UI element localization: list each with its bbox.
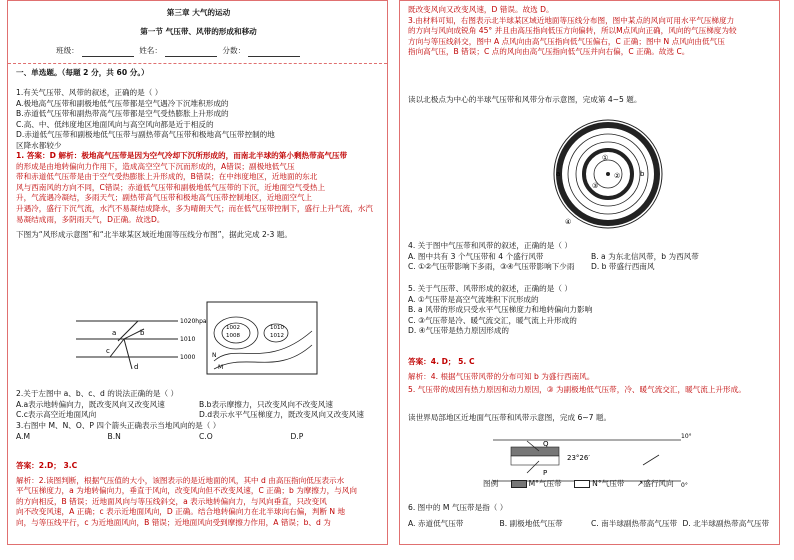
name-label: 姓名： [139,46,162,55]
label-4: ④ [565,218,572,226]
option: 区降水都较少 [16,140,62,150]
figure-legend [483,479,674,490]
option: C.c表示高空近地面风向 [16,410,97,420]
question-3 [16,421,382,442]
label-a: a [556,170,561,178]
label-q: Q [543,440,549,448]
n-pressure-belt [511,456,559,465]
option: C. ①②气压带影响下多雨，③④气压带影响下少雨 [408,262,575,272]
answer-line: 既改变风向又改变风速，D 错误。故选 D。 [408,5,554,14]
question-stem: 3.右图中 M、N、O、P 四个箭头正确表示当地风向的是（ ） [16,421,221,430]
right-page [399,0,780,545]
label-0-degree: 0° [681,482,688,489]
answer-line: 的形成是由地转偏向力作用下，造成高空空气下沉而形成的，A错误；副极地低气压 [16,161,295,171]
answer-line: 的方向相反，B 错误；近地面风向与等压线斜交，a 表示地转偏向力，与风向垂直，只改变风 [16,496,327,506]
question-stem: 6. 图中的 M 气压带是指（ ） [408,503,508,512]
option-row [16,400,382,411]
answer-line: 1. 答案：D 解析：极地高气压带是因为空气冷却下沉所形成的，而南北半球的第小剩热带高气压带 [16,151,348,160]
north-pole-dot [606,172,610,176]
answer-line: 向不改变风速，A 正确；c 表示近地面风向，D 正确。结合地转偏向力在北半球向右偏，判断 N 地 [16,507,346,517]
question-4 [408,241,774,273]
intro-6-7: 读世界局部地区近地面气压带和风带示意图，完成 6~7 题。 [408,413,612,422]
question-stem: 1.有关气压带、风带的叙述，正确的是（ ） [16,88,163,97]
label-c: c [106,347,110,355]
isobar-label: 1008 [226,333,240,339]
answer-line: 指向高气压，B 错误；C 点的风向由高气压指向低气压并向右偏，C 正确。故选 C。 [408,47,690,57]
answer-line: 平气压梯度力，a 为地转偏向力，垂直于风向，改变风向但不改变风速，C 正确；b 为摩擦力，与风向 [16,486,357,496]
option-row [16,432,382,443]
label-1010: 1010 [180,336,196,343]
isobar-label: 1002 [226,325,240,331]
answer-line: 5. 气压带的成因有热力原因和动力原因，③ 为副极地低气压带，冷、暖气流交汇，暖气流上升形成。 [408,385,746,395]
answer-line: 升，气流遇冷凝结，多雨天气；副热带高气压带和极地高气压带控制地区，近地面空气上 [16,193,313,203]
label-3: ③ [592,182,599,190]
class-field[interactable] [82,48,134,57]
answer-1 [16,151,382,225]
legend-n-swatch [574,480,590,488]
answer-line: 升遇冷，盛行下沉气流，水汽不易凝结成降水，多为晴朗天气；而在低气压带控制下，盛行上升气流，水汽 [16,203,373,213]
isobar-label: 1010 [270,325,284,331]
name-field[interactable] [165,48,217,57]
label-m: M [218,364,224,371]
part-heading: 一、单选题。（每题 2 分，共 60 分。） [16,68,149,77]
option: D. b 带盛行西南风 [591,262,655,272]
option: B.N [107,431,121,441]
section-title: 第一节 气压带、风带的形成和移动 [140,27,257,36]
option: B.b表示摩擦力，只改变风向不改变风速 [199,399,333,409]
answer-4-5 [408,357,774,396]
question-2 [16,389,382,421]
score-field[interactable] [248,48,300,57]
label-1: ① [602,154,609,162]
legend-wind: 盛行风向 [643,479,674,488]
option: C.O [199,431,213,441]
option: C. ③气压带是冷、暖气流交汇，暖气流上升形成的 [408,315,577,325]
label-1020: 1020hpa [180,318,207,325]
answer-line: 风与西南风的方向不同，C错误；赤道低气压带和副极地低气压带的下沉，近地面空气受热上 [16,182,326,192]
legend-m-swatch [511,480,527,488]
divider [8,63,387,64]
question-6 [408,503,774,529]
answer-line: 答案：4. D； 5. C [408,357,475,366]
legend-m: M°气压带 [528,479,562,488]
label-b: b [640,170,645,178]
question-1 [16,88,275,152]
class-label: 班级： [56,46,79,55]
answer-line: 方向与等压线斜交，图中 A 点风向由高气压指向低气压偏右，C 正确；图中 N 点风向由低气压 [408,36,725,46]
label-b: b [140,329,145,337]
label-23-26: 23°26′ [567,454,590,462]
arrow-a [118,321,138,341]
option-row [408,252,774,263]
option: B. a 为东北信风带，b 为西风带 [591,251,699,261]
option: D.P [290,431,304,441]
student-info [56,46,303,57]
arrow-c [110,339,124,357]
option: A.极地高气压带和副极地低气压带都是空气遇冷下沉堆积形成的 [16,98,229,108]
option: B. 副极地低气压带 [499,518,563,528]
intro-4-5: 读以北极点为中心的半球气压带和风带分布示意图，完成第 4~5 题。 [408,95,642,104]
option: D. 北半球副热带高气压带 [682,518,770,528]
answer-2-3 [16,461,382,529]
answer-continued [408,5,774,58]
option: A. 赤道低气压带 [408,518,464,528]
isobar-label: 1012 [270,333,284,339]
answer-line: 的方向与风向成锐角 45° 并且由高压指向低压方向偏转，所以M点风向正确，风向的气压梯度为较 [408,26,737,36]
answer-line: 答案：2.D； 3.C [16,461,78,470]
polar-belts-figure [548,118,678,231]
answer-line: 带和赤道低气压带是由于空气受热膨胀上升形成的，B错误；在中纬度地区，近地面的东北 [16,172,318,182]
label-p: P [543,469,548,477]
answer-line: 解析：4. 根据气压带风带的分布可知 b 为盛行西南风。 [408,371,595,381]
answer-line: 解析：2.读图判断，根据气压值的大小，该图表示的是近地面的风，其中 d 由高压指向低压表示水 [16,475,345,485]
wind-arrow [643,455,659,465]
option: A.M [16,431,31,441]
label-2: ② [614,172,621,180]
legend-title: 图例 [483,479,499,488]
option: C.高、中、低纬度地区地面风向与高空风向都是近于相反的 [16,119,214,129]
option: A.a表示地转偏向力，既改变风向又改变风速 [16,399,165,409]
option: B. a 风带的形成只受水平气压梯度力和地转偏向力影响 [408,305,593,315]
option-row [16,410,382,421]
score-label: 分数： [222,46,246,55]
question-stem: 2.关于左图中 a、b、c、d 的说法正确的是（ ） [16,389,179,398]
answer-line: 易凝结成雨，多阴雨天气，D正确。故选D。 [16,214,165,224]
label-1000: 1000 [180,354,196,361]
legend-arrow-icon: ↗ [636,479,644,488]
option: A. ①气压带是高空气流堆积下沉形成的 [408,294,539,304]
option: A. 图中共有 3 个气压带和 4 个盛行风带 [408,251,544,261]
question-stem: 5. 关于气压带、风带形成的叙述，正确的是（ ） [408,284,572,293]
question-stem: 4. 关于图中气压带和风带的叙述，正确的是（ ） [408,241,572,250]
arrow-d [124,339,132,369]
intro-2-3: 下图为“风形成示意图”和“北半球某区域近地面等压线分布图”，据此完成 2-3 题。 [16,230,292,239]
label-10-degree: 10° [681,433,692,440]
label-d: d [134,363,139,371]
label-n: N [212,352,217,359]
m-pressure-belt [511,447,559,456]
answer-line: 3.由材料可知，右图表示北半球某区域近地面等压线分布图，图中某点的风向可用水平气压梯度力 [408,15,735,25]
option: D.d表示水平气压梯度力，既改变风向又改变风速 [199,410,364,420]
option-row [408,519,774,530]
label-a: a [112,329,117,337]
isobar-map-figure [206,301,318,377]
chapter-title: 第三章 大气的运动 [166,8,231,17]
option-row [408,262,774,273]
legend-n: N°气压带 [592,479,625,488]
option: B.赤道低气压带和副热带高气压带都是空气受热膨胀上升形成的 [16,109,229,119]
answer-line: 向，与等压线平行，c 为近地面风向，B 错误；近地面风向受到摩擦力作用，A 错误；b、d 为 [16,517,331,527]
wind-formation-figure [66,307,226,375]
isobar-curve [214,345,312,369]
question-5 [408,284,774,337]
option: D. ④气压带是热力原因形成的 [408,326,510,336]
left-page [7,0,388,545]
option: D.赤道低气压带和副极地低气压带与副热带高气压带和极地高气压带控制的地 [16,130,275,140]
option: C. 南半球副热带高气压带 [591,518,678,528]
